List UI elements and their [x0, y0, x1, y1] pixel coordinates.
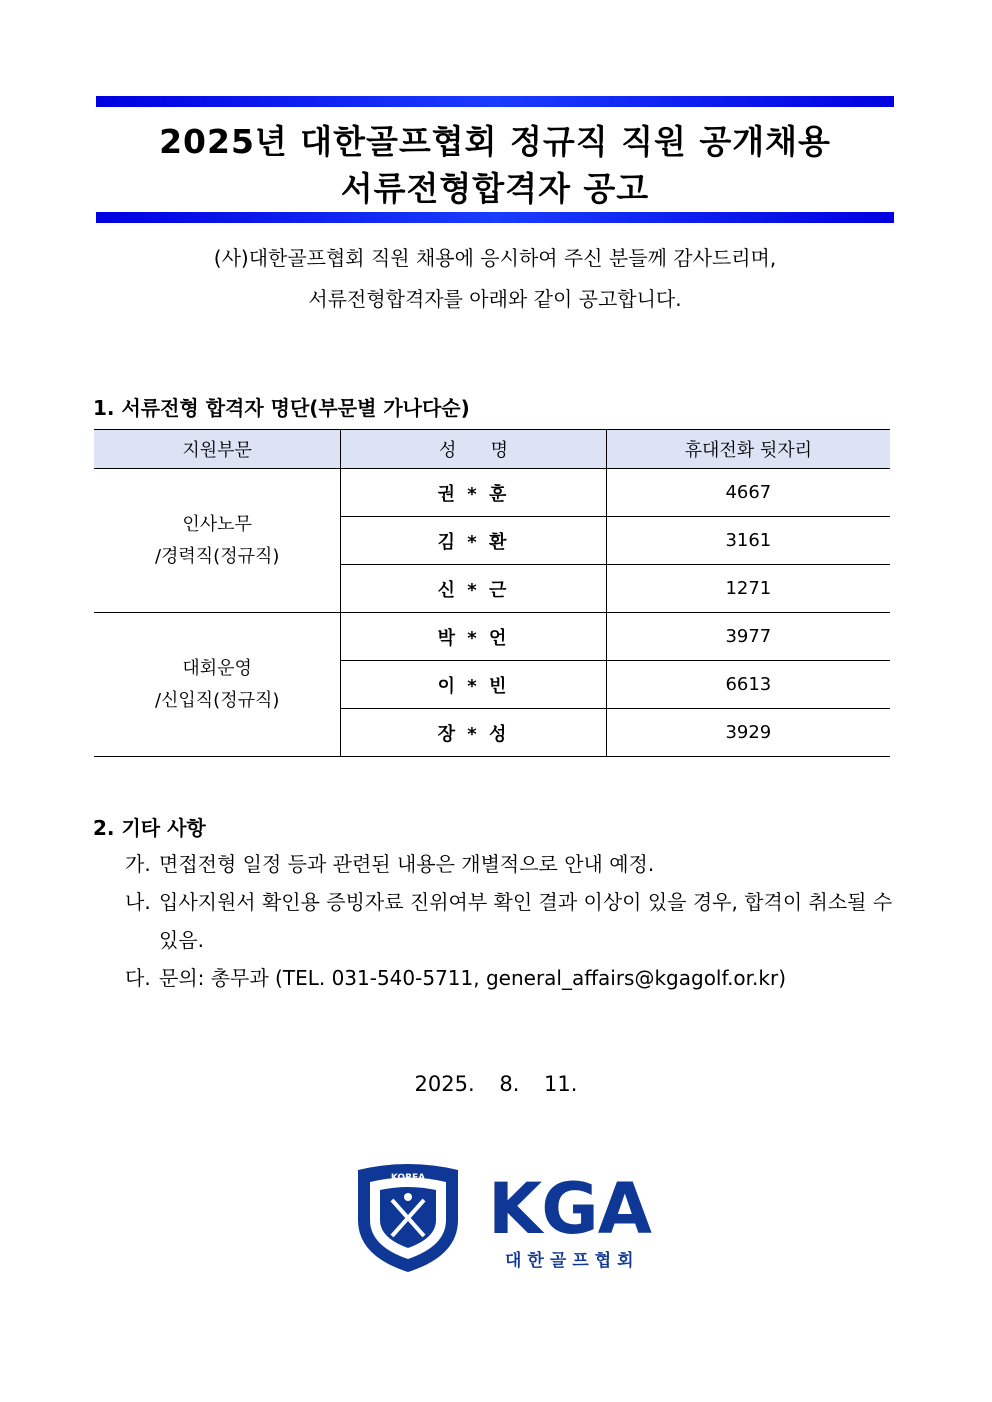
- header-phone: 휴대전화 뒷자리: [606, 430, 890, 469]
- intro-line2: 서류전형합격자를 아래와 같이 공고합니다.: [308, 287, 682, 311]
- page-title-line2: 서류전형합격자 공고: [340, 169, 650, 208]
- name-cell: 박 * 언: [341, 613, 606, 661]
- table-header-row: [94, 430, 890, 469]
- dept-cell: [94, 613, 341, 757]
- name-cell: 권 * 훈: [341, 469, 606, 517]
- item-marker: 가.: [125, 852, 151, 876]
- title-bar-top: [96, 96, 894, 107]
- intro-line1: (사)대한골프협회 직원 채용에 응시하여 주신 분들께 감사드리며,: [213, 246, 777, 270]
- title-bar-bottom: [96, 212, 894, 223]
- page-title-line1: 2025년 대한골프협회 정규직 직원 공개채용: [159, 122, 831, 161]
- dept-label: 대회운영: [182, 657, 252, 679]
- section2-heading: 2. 기타 사항: [93, 816, 206, 840]
- dept-label: /신입직(정규직): [154, 689, 280, 711]
- item-text: 문의: 총무과 (TEL. 031-540-5711, general_affairs@kgagolf.or.kr): [159, 966, 787, 990]
- phone-cell: 3977: [606, 613, 890, 661]
- phone-cell: 3161: [606, 517, 890, 565]
- header-name: 성 명: [341, 430, 606, 469]
- kga-logo: [352, 1164, 664, 1274]
- list-item: [125, 883, 895, 959]
- phone-cell: 1271: [606, 565, 890, 613]
- logo-korean-name: 대한골프협회: [505, 1251, 640, 1271]
- item-text: 입사지원서 확인용 증빙자료 진위여부 확인 결과 이상이 있을 경우, 합격이 취소될 수 있음.: [159, 890, 893, 952]
- dept-label: 인사노무: [182, 513, 252, 535]
- table-row: [94, 613, 890, 661]
- name-cell: 신 * 근: [341, 565, 606, 613]
- header-dept: 지원부문: [94, 430, 341, 469]
- name-cell: 김 * 환: [341, 517, 606, 565]
- phone-cell: 6613: [606, 661, 890, 709]
- name-cell: 이 * 빈: [341, 661, 606, 709]
- passer-table: [94, 429, 890, 757]
- phone-cell: 4667: [606, 469, 890, 517]
- phone-cell: 3929: [606, 709, 890, 757]
- dept-cell: [94, 469, 341, 613]
- dept-label: /경력직(정규직): [154, 545, 280, 567]
- item-text: 면접전형 일정 등과 관련된 내용은 개별적으로 안내 예정.: [159, 852, 655, 876]
- name-cell: 장 * 성: [341, 709, 606, 757]
- list-item: [125, 845, 895, 883]
- logo-wordmark: KGA: [488, 1168, 651, 1250]
- item-marker: 다.: [125, 966, 151, 990]
- section1-heading: 1. 서류전형 합격자 명단(부문별 가나다순): [93, 396, 470, 420]
- notes-list: [125, 845, 895, 997]
- kga-emblem-icon: [352, 1164, 464, 1274]
- item-marker: 나.: [125, 890, 151, 914]
- list-item: [125, 959, 895, 997]
- announcement-date: 2025. 8. 11.: [414, 1072, 578, 1096]
- svg-text:KOREA: KOREA: [390, 1173, 426, 1183]
- table-row: [94, 469, 890, 517]
